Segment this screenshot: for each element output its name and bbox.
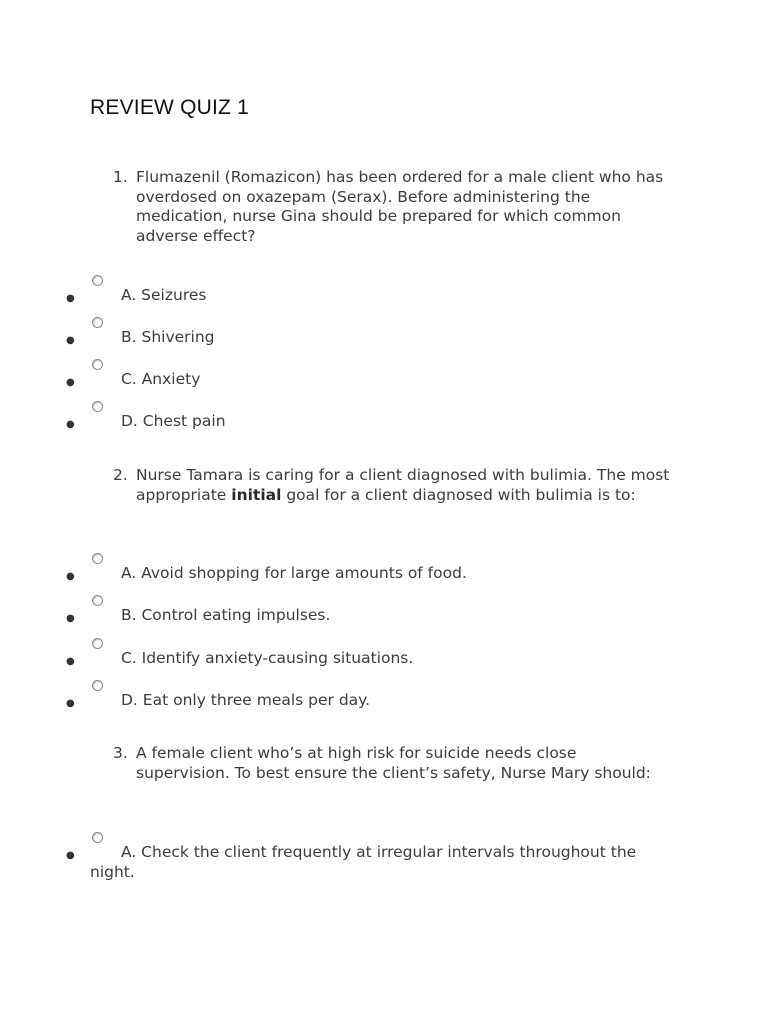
bullet-icon: ● bbox=[66, 293, 75, 304]
option-1d[interactable] bbox=[60, 401, 680, 445]
option-label: A. Avoid shopping for large amounts of food. bbox=[121, 564, 467, 582]
option-label: C. Anxiety bbox=[121, 370, 201, 388]
option-1c[interactable] bbox=[60, 359, 680, 403]
question-text: A female client who’s at high risk for suicide needs close supervision. To best ensure the client’s safety, Nurse Mary should: bbox=[136, 744, 651, 782]
radio-button[interactable] bbox=[92, 680, 103, 691]
radio-button[interactable] bbox=[92, 401, 103, 412]
option-label: B. Shivering bbox=[121, 328, 215, 346]
option-2a[interactable] bbox=[60, 553, 680, 597]
bullet-icon: ● bbox=[66, 377, 75, 388]
question-text bbox=[136, 466, 673, 505]
question-number: 1. bbox=[113, 168, 128, 186]
radio-button[interactable] bbox=[92, 638, 103, 649]
option-label: A. Seizures bbox=[121, 286, 207, 304]
radio-button[interactable] bbox=[92, 553, 103, 564]
bullet-icon: ● bbox=[66, 571, 75, 582]
question-text-part: goal for a client diagnosed with bulimia is to: bbox=[281, 485, 636, 504]
option-2b[interactable] bbox=[60, 595, 680, 639]
bullet-icon: ● bbox=[66, 698, 75, 709]
option-1b[interactable] bbox=[60, 317, 680, 361]
question-text-part: Nurse Tamara is caring for a client diagnosed with bulimia. The most appropriate bbox=[136, 466, 670, 504]
radio-button[interactable] bbox=[92, 595, 103, 606]
option-2d[interactable] bbox=[60, 680, 680, 724]
question-1 bbox=[113, 168, 673, 246]
option-1a[interactable] bbox=[60, 275, 680, 319]
bullet-icon: ● bbox=[66, 419, 75, 430]
option-2c[interactable] bbox=[60, 638, 680, 682]
radio-button[interactable] bbox=[92, 317, 103, 328]
page-title: REVIEW QUIZ 1 bbox=[90, 96, 249, 119]
emphasis-text: initial bbox=[231, 485, 282, 504]
radio-button[interactable] bbox=[92, 275, 103, 286]
radio-button[interactable] bbox=[92, 832, 103, 843]
radio-button[interactable] bbox=[92, 359, 103, 370]
question-text: Flumazenil (Romazicon) has been ordered for a male client who has overdosed on oxazepam (Serax). Before administering the medication, nurse Gina should be prepared for which common adverse effect? bbox=[136, 168, 664, 245]
bullet-icon: ● bbox=[66, 656, 75, 667]
bullet-icon: ● bbox=[66, 335, 75, 346]
option-label: C. Identify anxiety-causing situations. bbox=[121, 649, 414, 667]
option-3a[interactable] bbox=[60, 832, 680, 892]
option-label: A. Check the client frequently at irregular intervals throughout the night. bbox=[90, 843, 637, 881]
question-number: 2. bbox=[113, 466, 128, 484]
question-3 bbox=[113, 744, 673, 783]
option-label: D. Chest pain bbox=[121, 412, 226, 430]
bullet-icon: ● bbox=[66, 850, 75, 861]
option-label: B. Control eating impulses. bbox=[121, 606, 331, 624]
question-2 bbox=[113, 466, 673, 505]
bullet-icon: ● bbox=[66, 613, 75, 624]
option-label: D. Eat only three meals per day. bbox=[121, 691, 371, 709]
question-number: 3. bbox=[113, 744, 128, 762]
